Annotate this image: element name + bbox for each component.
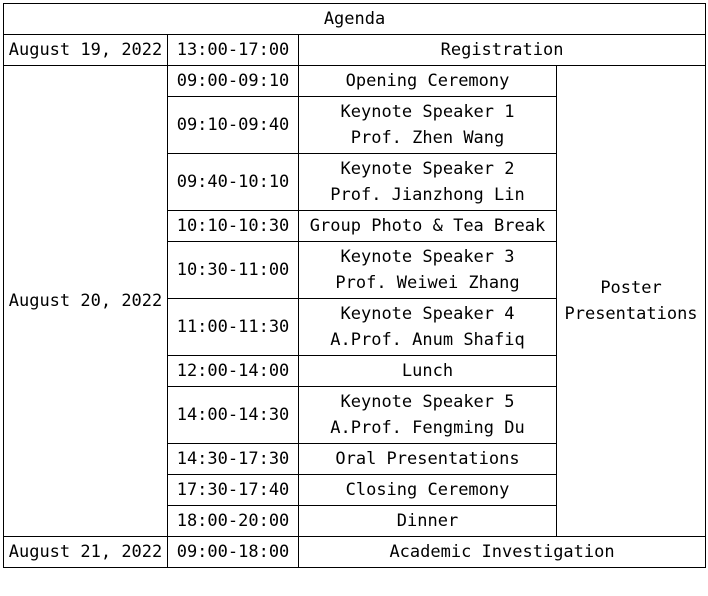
time-cell: 09:10-09:40: [168, 97, 299, 154]
table-row: [4, 35, 706, 66]
time-cell: 13:00-17:00: [168, 35, 299, 66]
event-cell: [299, 242, 557, 299]
event-title: Keynote Speaker 1: [340, 102, 515, 122]
event-title: Keynote Speaker 2: [340, 159, 515, 179]
poster-label-line1: Poster: [600, 278, 662, 298]
event-cell: Oral Presentations: [299, 444, 557, 475]
time-cell: 09:00-09:10: [168, 66, 299, 97]
agenda-table: [3, 3, 706, 568]
date-cell: August 20, 2022: [4, 66, 168, 537]
time-cell: 09:00-18:00: [168, 537, 299, 568]
time-cell: 17:30-17:40: [168, 475, 299, 506]
table-row: [4, 66, 706, 97]
speaker-name: Prof. Zhen Wang: [350, 128, 505, 148]
event-cell: Group Photo & Tea Break: [299, 211, 557, 242]
speaker-name: Prof. Weiwei Zhang: [335, 273, 520, 293]
event-title: Keynote Speaker 3: [340, 247, 515, 267]
time-cell: 10:10-10:30: [168, 211, 299, 242]
event-cell: Opening Ceremony: [299, 66, 557, 97]
event-cell: Registration: [299, 35, 706, 66]
table-row: [4, 537, 706, 568]
event-title: Keynote Speaker 4: [340, 304, 515, 324]
time-cell: 14:30-17:30: [168, 444, 299, 475]
event-cell: Academic Investigation: [299, 537, 706, 568]
date-cell: August 19, 2022: [4, 35, 168, 66]
event-cell: Dinner: [299, 506, 557, 537]
speaker-name: A.Prof. Anum Shafiq: [330, 330, 525, 350]
event-cell: Closing Ceremony: [299, 475, 557, 506]
poster-presentations-cell: [557, 66, 706, 537]
agenda-title: Agenda: [4, 4, 706, 35]
speaker-name: A.Prof. Fengming Du: [330, 418, 525, 438]
time-cell: 14:00-14:30: [168, 387, 299, 444]
poster-label-line2: Presentations: [564, 304, 698, 324]
event-cell: [299, 97, 557, 154]
event-title: Keynote Speaker 5: [340, 392, 515, 412]
time-cell: 09:40-10:10: [168, 154, 299, 211]
time-cell: 12:00-14:00: [168, 356, 299, 387]
time-cell: 11:00-11:30: [168, 299, 299, 356]
time-cell: 18:00-20:00: [168, 506, 299, 537]
speaker-name: Prof. Jianzhong Lin: [330, 185, 525, 205]
event-cell: [299, 299, 557, 356]
event-cell: Lunch: [299, 356, 557, 387]
time-cell: 10:30-11:00: [168, 242, 299, 299]
title-row: [4, 4, 706, 35]
date-cell: August 21, 2022: [4, 537, 168, 568]
event-cell: [299, 154, 557, 211]
event-cell: [299, 387, 557, 444]
